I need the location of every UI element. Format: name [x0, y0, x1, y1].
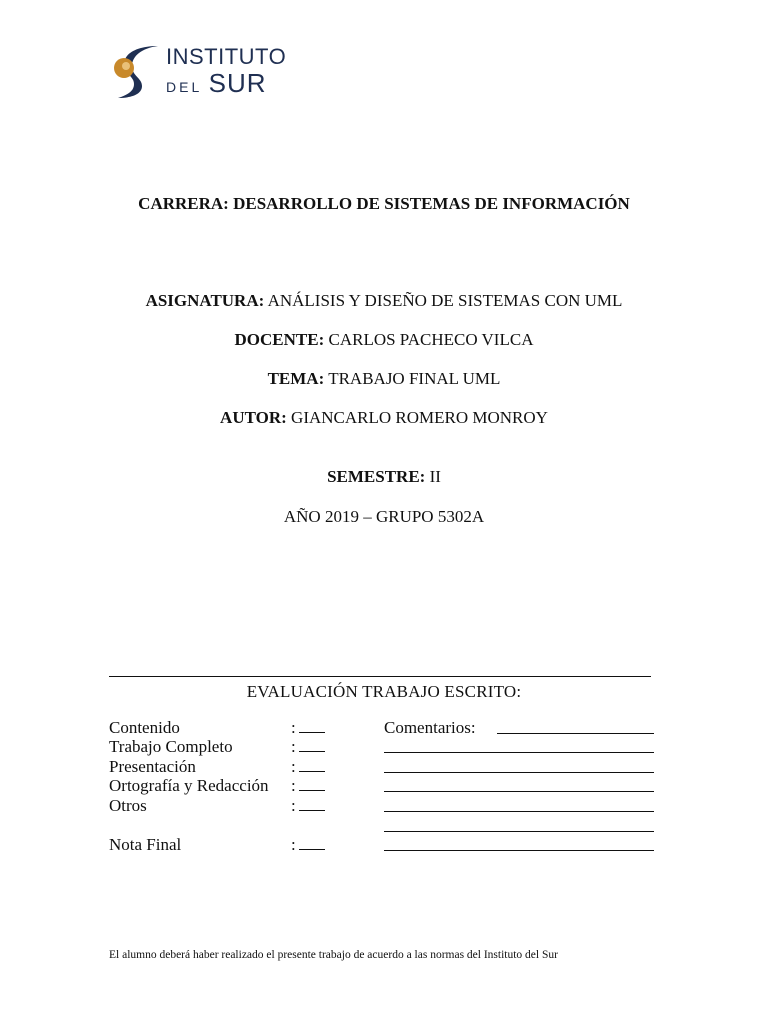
institute-logo — [112, 44, 287, 100]
comment-line[interactable] — [384, 850, 654, 851]
year-group: AÑO 2019 – GRUPO 5302A — [283, 507, 485, 526]
eval-row-contenido — [0, 718, 768, 738]
eval-row-extra-comment — [0, 816, 768, 836]
eval-label: Otros — [109, 796, 147, 815]
author-line — [0, 408, 768, 428]
logo-line2-big: SUR — [208, 68, 267, 98]
comment-line[interactable] — [384, 791, 654, 792]
eval-score-field[interactable]: : — [291, 796, 325, 816]
semester-line — [0, 467, 768, 487]
logo-line1: INSTITUTO — [166, 44, 287, 69]
eval-label: Nota Final — [109, 835, 182, 854]
comment-line[interactable] — [384, 831, 654, 832]
section-divider — [109, 676, 651, 677]
eval-label: Ortografía y Redacción — [109, 776, 269, 795]
subject-value: ANÁLISIS Y DISEÑO DE SISTEMAS CON UML — [267, 291, 623, 310]
eval-score-field[interactable]: : — [291, 757, 325, 777]
teacher-value: CARLOS PACHECO VILCA — [328, 330, 534, 349]
topic-line — [0, 369, 768, 389]
author-value: GIANCARLO ROMERO MONROY — [291, 408, 548, 427]
eval-score-field[interactable]: : — [291, 737, 325, 757]
eval-score-field[interactable]: : — [291, 835, 325, 855]
subject-label: ASIGNATURA: — [145, 291, 265, 310]
eval-row-presentacion — [0, 757, 768, 777]
subject-line — [0, 291, 768, 311]
evaluation-title: EVALUACIÓN TRABAJO ESCRITO: — [246, 682, 522, 701]
semester-value: II — [429, 467, 441, 486]
semester-label: SEMESTRE: — [327, 467, 426, 486]
eval-row-ortografia — [0, 776, 768, 796]
eval-score-field[interactable]: : — [291, 776, 325, 796]
comment-line[interactable] — [384, 752, 654, 753]
eval-row-otros — [0, 796, 768, 816]
logo-emblem-icon — [112, 44, 162, 100]
eval-label: Trabajo Completo — [109, 737, 233, 756]
teacher-line — [0, 330, 768, 350]
footer-note: El alumno deberá haber realizado el presente trabajo de acuerdo a las normas del Instituto del Sur — [109, 949, 558, 961]
logo-line2-small: DEL — [166, 79, 202, 95]
eval-row-trabajo-completo — [0, 737, 768, 757]
eval-row-nota-final — [0, 835, 768, 855]
career-title: CARRERA: DESARROLLO DE SISTEMAS DE INFORMACIÓN — [138, 194, 630, 213]
comment-line[interactable] — [384, 811, 654, 812]
eval-label: Presentación — [109, 757, 196, 776]
comment-line[interactable] — [497, 733, 654, 734]
comments-label: Comentarios: — [384, 718, 476, 737]
teacher-label: DOCENTE: — [234, 330, 325, 349]
topic-value: TRABAJO FINAL UML — [328, 369, 501, 388]
comment-line[interactable] — [384, 772, 654, 773]
author-label: AUTOR: — [220, 408, 287, 427]
eval-score-field[interactable]: : — [291, 718, 325, 738]
eval-label: Contenido — [109, 718, 180, 737]
topic-label: TEMA: — [267, 369, 325, 388]
